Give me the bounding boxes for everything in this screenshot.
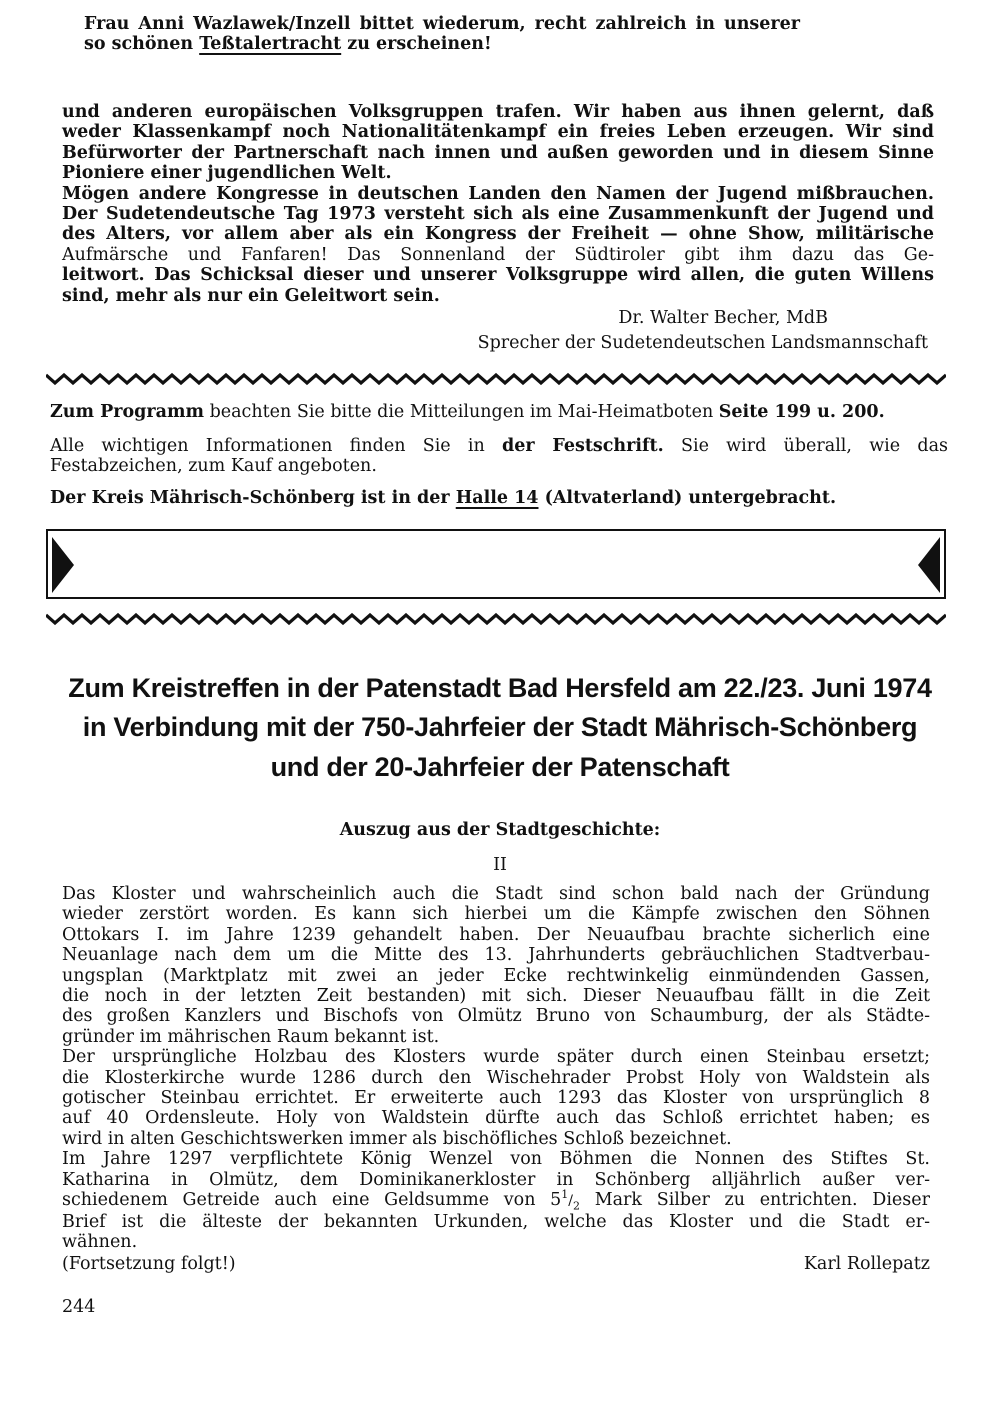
body-line-part: schiedenem Getreide auch eine Geldsumme von 5 [62, 1190, 562, 1211]
arrow-right-icon [52, 537, 74, 593]
intro-line: weder Klassenkampf noch Nationalitätenkampf ein freies Leben erzeugen. Wir sind [62, 122, 934, 143]
notice-line-2b: zu erscheinen! [341, 34, 492, 55]
body-line: Das Kloster und wahrscheinlich auch die Stadt sind schon bald nach der Gründung [62, 884, 930, 904]
history-text [62, 884, 930, 1252]
program-note [50, 402, 948, 422]
intro-line: des Alters, vor allem aber als ein Kongress der Freiheit — ohne Show, militärische [62, 224, 934, 245]
intro-line: und anderen europäischen Volksgruppen trafen. Wir haben aus ihnen gelernt, daß [62, 102, 934, 122]
arrow-left-icon [918, 537, 940, 593]
intro-line: Der Sudetendeutsche Tag 1973 versteht sich als eine Zusammenkunft der Jugend und [62, 204, 934, 225]
heading-line-3: und der 20-Jahrfeier der Patenschaft [270, 752, 730, 782]
kreis-note [50, 488, 948, 508]
fraction-denominator: 2 [573, 1199, 581, 1213]
notice-edge-left [46, 529, 48, 599]
notice-rule-bottom [46, 597, 946, 599]
page-number: 244 [62, 1297, 96, 1317]
part-number: II [493, 855, 507, 875]
body-line: Brief ist die älteste der bekannten Urkunden, welche das Kloster und die Stadt er- [62, 1211, 930, 1232]
notice-line-1: Frau Anni Wazlawek/Inzell bittet wiederum, recht zahlreich in unserer [84, 14, 800, 34]
zigzag-divider [46, 372, 946, 386]
body-line: auf 40 Ordensleute. Holy von Waldstein dürfte auch das Schloß errichtet haben; es [62, 1108, 930, 1129]
body-line: Katharina in Olmütz, dem Dominikanerkloster in Schönberg alljährlich außer ver- [62, 1169, 930, 1190]
intro-line: sind, mehr als nur ein Geleitwort sein. [62, 285, 440, 306]
signature-name: Dr. Walter Becher, MdB [618, 308, 828, 328]
body-line: wähnen. [62, 1231, 138, 1252]
kreis-text-b: (Altvaterland) untergebracht. [538, 488, 837, 508]
notice-edge-right [944, 529, 946, 599]
continued-note: (Fortsetzung folgt!) [62, 1254, 236, 1274]
program-pages: Seite 199 u. 200. [718, 402, 885, 422]
body-line: die Klosterkirche wurde 1286 durch den Wischehrader Probst Holy von Waldstein als [62, 1067, 930, 1088]
body-line: wird in alten Geschichtswerken immer als bischöfliches Schloß bezeichnet. [62, 1128, 732, 1149]
intro-line: Aufmärsche und Fanfaren! Das Sonnenland der Südtiroler gibt ihm dazu das Ge- [62, 244, 934, 265]
body-line: die noch in der letzten Zeit bestanden) mit sich. Dieser Neuaufbau fällt in die Zeit [62, 986, 930, 1007]
intro-line: Pioniere einer jugendlichen Welt. [62, 163, 392, 184]
intro-line: Befürworter der Partnerschaft nach innen und außen geworden und in diesem Sinne [62, 142, 934, 163]
intro-line: Mögen andere Kongresse in deutschen Landen den Namen der Jugend mißbrauchen. [62, 183, 934, 204]
section-subheading: Auszug aus der Stadtgeschichte: [339, 820, 661, 840]
program-lead: Zum Programm [50, 402, 204, 422]
body-line: des großen Kanzlers und Bischofs von Olmütz Bruno von Schaumburg, der als Städte- [62, 1006, 930, 1027]
program-text: beachten Sie bitte die Mitteilungen im Mai-Heimatboten [204, 402, 719, 422]
body-line: Der ursprüngliche Holzbau des Klosters wurde später durch einen Steinbau ersetzt; [62, 1047, 930, 1068]
notice-rule-top [46, 529, 946, 531]
author-name: Karl Rollepatz [803, 1254, 930, 1274]
info-festschrift: der Festschrift. [502, 436, 664, 456]
info-note [50, 436, 948, 477]
zigzag-divider [46, 612, 946, 626]
body-line: gotischer Steinbau errichtet. Er erweiterte auch 1293 das Kloster von ursprünglich 8 [62, 1088, 930, 1109]
kreis-hall: Halle 14 [455, 488, 539, 508]
fraction-numerator: 1 [561, 1188, 569, 1202]
intro-line: leitwort. Das Schicksal dieser und unserer Volksgruppe wird allen, die guten Willens [62, 265, 934, 286]
body-line: gründer im mährischen Raum bekannt ist. [62, 1026, 440, 1047]
body-line: Neuanlage nach dem um die Mitte des 13. Jahrhunderts gebräuchlichen Stadtverbau- [62, 945, 930, 966]
body-line: Im Jahre 1297 verpflichtete König Wenzel von Böhmen die Nonnen des Stiftes St. [62, 1149, 930, 1170]
body-line-fraction: schiedenem Getreide auch eine Geldsumme von $5^1/_2$ Mark Silber zu entrichten. Dieser [62, 1188, 930, 1213]
body-line-part: Mark Silber zu entrichten. Dieser [580, 1190, 930, 1211]
body-line: Ottokars I. im Jahre 1239 gehandelt haben. Der Neuaufbau brachte sicherlich eine [62, 924, 930, 945]
notice-box [46, 529, 946, 599]
heading-line-2: in Verbindung mit der 750-Jahrfeier der Stadt Mährisch-Schönberg [82, 712, 918, 742]
signature-role: Sprecher der Sudetendeutschen Landsmannschaft [477, 333, 928, 353]
body-line: wieder zerstört worden. Es kann sich hierbei um die Kämpfe zwischen den Söhnen [62, 904, 930, 925]
info-text-a: Alle wichtigen Informationen finden Sie in [50, 436, 503, 456]
notice-line-2a: so schönen [84, 34, 200, 55]
info-line-2: Festabzeichen, zum Kauf angeboten. [50, 456, 377, 477]
info-text-b: Sie wird überall, wie das [663, 436, 948, 456]
kreis-text-a: Der Kreis Mährisch-Schönberg ist in der [50, 488, 456, 508]
body-line: ungsplan (Marktplatz mit zwei an jeder Ecke rechtwinkelig einmündenden Gassen, [62, 965, 930, 986]
heading-line-1: Zum Kreistreffen in der Patenstadt Bad Hersfeld am 22./23. Juni 1974 [68, 673, 932, 703]
notice-text [84, 14, 800, 55]
notice-costume: Teßtalertracht [199, 34, 342, 55]
intro-paragraph [62, 102, 934, 306]
